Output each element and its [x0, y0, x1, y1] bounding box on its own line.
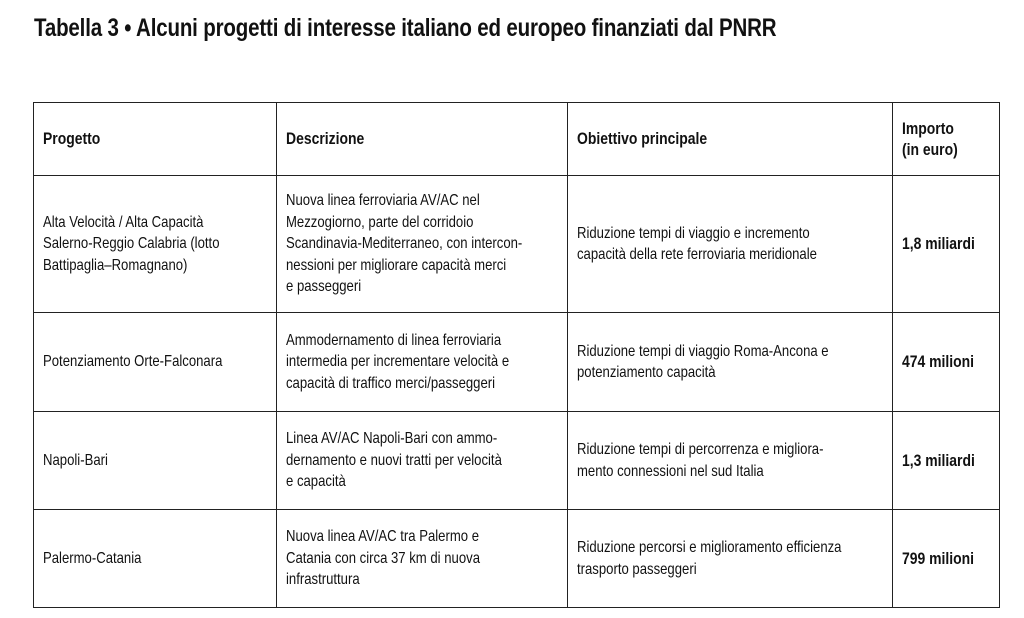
header-progetto: Progetto — [34, 103, 277, 176]
cell-descrizione: Nuova linea AV/AC tra Palermo e Catania con circa 37 km di nuova infrastruttura — [277, 510, 568, 608]
header-obiettivo: Obiettivo principale — [568, 103, 893, 176]
cell-obiettivo: Riduzione tempi di viaggio e incremento capacità della rete ferroviaria meridionale — [568, 176, 893, 313]
table-header-row — [34, 103, 1000, 176]
page-title: Tabella 3 • Alcuni progetti di interesse italiano ed europeo finanziati dal PNRR — [34, 14, 777, 42]
cell-descrizione: Ammodernamento di linea ferroviaria intermedia per incrementare velocità e capacità di traffico merci/passeggeri — [277, 313, 568, 412]
cell-progetto: Potenziamento Orte-Falconara — [34, 313, 277, 412]
cell-descrizione: Nuova linea ferroviaria AV/AC nel Mezzogiorno, parte del corridoio Scandinavia-Mediterraneo, con intercon- nessioni per migliorare capacità merci e passeggeri — [277, 176, 568, 313]
table-row — [34, 313, 1000, 412]
table-row — [34, 176, 1000, 313]
cell-obiettivo: Riduzione tempi di percorrenza e migliora- mento connessioni nel sud Italia — [568, 412, 893, 510]
cell-importo: 1,3 miliardi — [893, 412, 1000, 510]
cell-obiettivo: Riduzione tempi di viaggio Roma-Ancona e potenziamento capacità — [568, 313, 893, 412]
cell-progetto: Alta Velocità / Alta Capacità Salerno-Reggio Calabria (lotto Battipaglia–Romagnano) — [34, 176, 277, 313]
cell-obiettivo: Riduzione percorsi e miglioramento efficienza trasporto passeggeri — [568, 510, 893, 608]
cell-progetto: Napoli-Bari — [34, 412, 277, 510]
cell-importo: 474 milioni — [893, 313, 1000, 412]
cell-importo: 1,8 miliardi — [893, 176, 1000, 313]
projects-table — [33, 102, 1000, 608]
table-row — [34, 510, 1000, 608]
cell-descrizione: Linea AV/AC Napoli-Bari con ammo- dernamento e nuovi tratti per velocità e capacità — [277, 412, 568, 510]
table-row — [34, 412, 1000, 510]
cell-importo: 799 milioni — [893, 510, 1000, 608]
cell-progetto: Palermo-Catania — [34, 510, 277, 608]
header-descrizione: Descrizione — [277, 103, 568, 176]
header-importo: Importo (in euro) — [893, 103, 1000, 176]
